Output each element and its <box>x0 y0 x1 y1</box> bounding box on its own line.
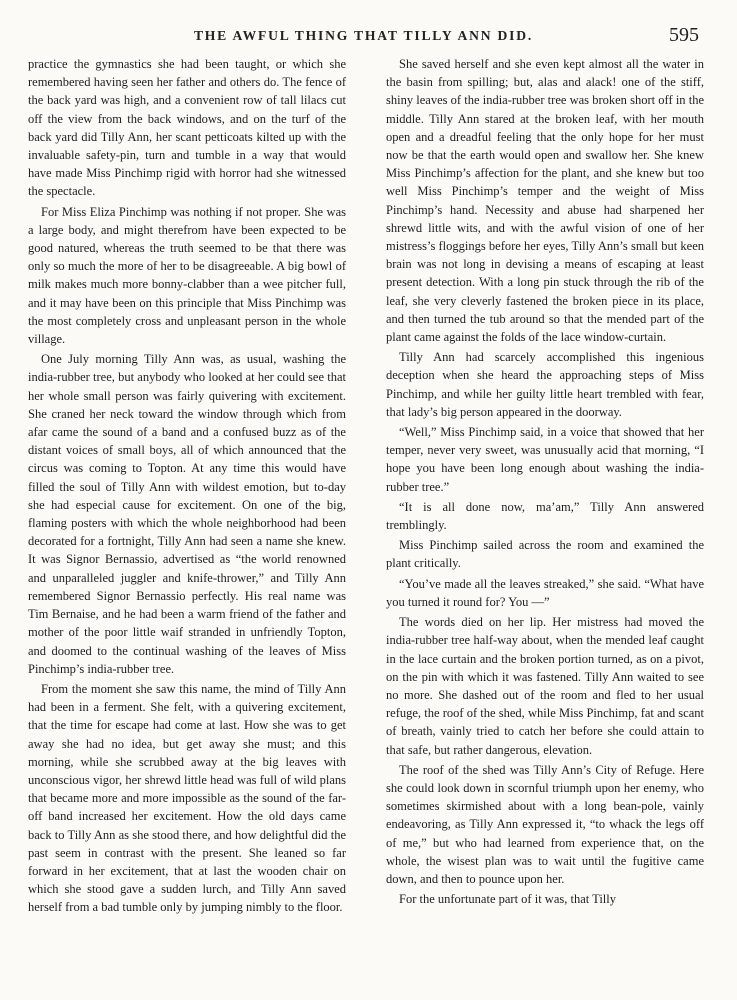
paragraph: “It is all done now, ma’am,” Tilly Ann answered tremblingly. <box>386 499 704 533</box>
paragraph: Miss Pinchimp sailed across the room and examined the plant critically. <box>386 538 704 571</box>
left-column <box>28 55 346 985</box>
page-header <box>28 24 699 48</box>
page-number: 595 <box>669 24 699 46</box>
paragraph: The words died on her lip. Her mistress had moved the india-rubber tree half-way about, when the mended leaf caught in the lace curtain and the broken portion turned, as on a pivot, on the pin with which it was fastened. Tilly Ann waited to see no more. She dashed out of the room and fled to her usual refuge, the roof of the shed, while Miss Pinchimp, fat and scant of breath, vainly tried to catch her before she could attain to that safe, but rather dangerous, elevation. <box>386 615 704 757</box>
paragraph: From the moment she saw this name, the mind of Tilly Ann had been in a ferment. She felt, with a quivering excitement, that the time for escape had come at last. How she was to get away she had no idea, but get away she must; and this morning, while she scrubbed away at the big leaves with unconscious vigor, her shrewd little head was full of wild plans that became more and more impossible as the sound of the far-off band increased her excitement. How the old days came back to Tilly Ann as she stood there, and how delightful did the past seem in contrast with the present. She leaned so far forward in her excitement, that at last the wooden chair on which she stood gave a sudden lurch, and Tilly Ann saved herself from a bad tumble only by jumping nimbly to the floor. <box>28 681 346 915</box>
paragraph: For the unfortunate part of it was, that Tilly <box>399 892 616 907</box>
paragraph: One July morning Tilly Ann was, as usual, washing the india-rubber tree, but anybody who looked at her could see that her whole small person was fairly quivering with excitement. She craned her neck toward the window through which from afar came the sound of a band and a confused buzz as of the distant voices of small boys, all of which announced that the circus was coming to Topton. At any time this would have filled the soul of Tilly Ann with wildest emotion, but to-day she had especial cause for excitement. On one of the big, flaming posters with which the whole neighborhood had been decorated for a fortnight, Tilly Ann had seen a name she knew. It was Signor Bernassio, advertised as “the world renowned and unparalleled juggler and knife-thrower,” and Tilly Ann remembered Signor Bernassio perfectly. His real name was Tim Bernaise, and he had been a warm friend of the father and mother of the poor little waif stranded in unfriendly Topton, and doomed to the continual washing of the leaves of Miss Pinchimp’s india-rubber tree. <box>28 352 346 676</box>
paragraph: “You’ve made all the leaves streaked,” she said. “What have you turned it round for? You —” <box>386 576 704 609</box>
right-column <box>386 55 704 985</box>
paragraph: She saved herself and she even kept almost all the water in the basin from spilling; but, alas and alack! one of the stiff, shiny leaves of the india-rubber tree was broken short off in the middle. Tilly Ann stared at the broken leaf, with her mouth open and a dreadful feeling that the only hope for her must now be that the earth would open and swallow her. She knew Miss Pinchimp’s affection for the plant, and she knew but too well Miss Pinchimp’s temper and the weight of Miss Pinchimp’s hand. Necessity and abuse had sharpened her shrewd little wits, and with the awful vision of one of her mistress’s floggings before her eyes, Tilly Ann’s small but keen brain was not long in devising a means of escaping at least present detection. With a long pin stuck through the rib of the leaf, she very cleverly fastened the broken piece in its place, and then turned the tub around so that the mended part of the plant came against the folds of the lace window-curtain. <box>386 57 704 345</box>
paragraph: Tilly Ann had scarcely accomplished this ingenious deception when she heard the approaching steps of Miss Pinchimp, and while her guilty little heart trembled with fear, that lady’s big person appeared in the doorway. <box>386 350 704 419</box>
text-columns <box>28 55 704 985</box>
paragraph: practice the gymnastics she had been taught, or which she remembered having seen her father and others do. The fence of the back yard was high, and a convenient row of tall lilacs cut off the view from the back windows, and on the turf of the back yard did Tilly Ann, her scant petticoats kilted up with the invaluable safety-pin, turn and tumble in a way that would have made Miss Pinchimp rigid with horror had she witnessed the spectacle. <box>28 57 346 199</box>
paragraph: “Well,” Miss Pinchimp said, in a voice that showed that her temper, never very sweet, was unusually acid that morning, “I hope you have been long enough about washing the india-rubber tree.” <box>386 425 704 494</box>
paragraph: For Miss Eliza Pinchimp was nothing if not proper. She was a large body, and might therefrom have been expected to be good natured, whereas the truth seemed to be that there was only so much the more of her to be disagreeable. A big bowl of milk makes much more bonny-clabber than a wee pitcher full, and it may have been on this principle that Miss Pinchimp was the most completely cross and unpleasant person in the whole village. <box>28 204 346 347</box>
running-title: THE AWFUL THING THAT TILLY ANN DID. <box>193 28 534 43</box>
paragraph: The roof of the shed was Tilly Ann’s City of Refuge. Here she could look down in scornful triumph upon her enemy, who sometimes skirmished about with a long bean-pole, vainly endeavoring, as Tilly Ann expressed it, “to whack the legs off of me,” but who had learned from experience that, on the whole, the wisest plan was to wait until the fugitive came down, and then to pounce upon her. <box>386 762 704 886</box>
